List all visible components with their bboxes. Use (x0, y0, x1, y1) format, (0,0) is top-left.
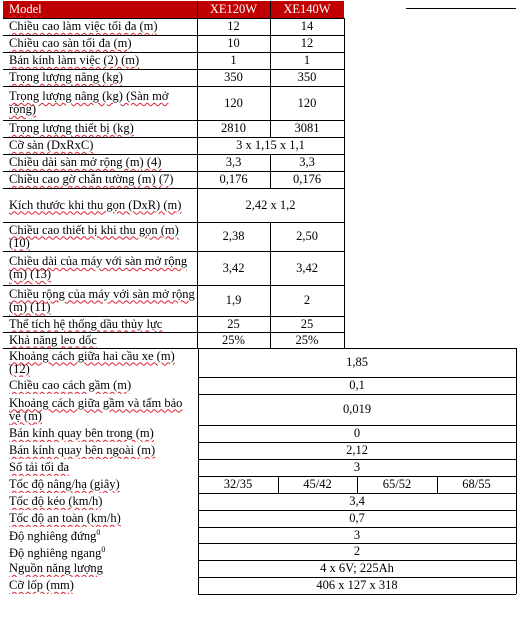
table-rule (198, 510, 199, 527)
table-rule (197, 188, 198, 222)
table-rule (344, 222, 345, 251)
spec-value-xe140w: 25% (295, 332, 319, 347)
table-rule (197, 332, 198, 348)
table-rule (270, 285, 271, 316)
spec-label: Thể tích hệ thống dầu thủy lực (9, 316, 163, 331)
table-rule (344, 332, 345, 348)
table-rule (516, 577, 517, 594)
spec-label: Độ nghiêng ngang$^0$ (9, 544, 106, 560)
table-rule (198, 560, 199, 577)
spec-value: 3 (353, 527, 361, 542)
spec-label: Trọng lượng nâng (kg) (Sàn mở rộng) (9, 89, 169, 116)
table-rule (516, 543, 517, 560)
spec-label: Chiều cao thiết bị khi thu gọn (m) (10) (9, 222, 179, 250)
table-rule (270, 69, 271, 86)
table-rule (516, 442, 517, 459)
table-rule (198, 377, 199, 394)
spec-value-xe120w: 10 (227, 36, 240, 50)
table-rule (198, 493, 199, 510)
table-rule (516, 348, 517, 377)
spec-value: 2,42 x 1,2 (245, 197, 296, 212)
spec-value: 2,12 (346, 443, 368, 457)
table-rule (270, 332, 271, 348)
header-xe120w: XE120W (197, 1, 270, 18)
spec-label: Chiều cao sàn tối đa (m) (9, 36, 132, 50)
table-rule (270, 222, 271, 251)
table-rule (344, 35, 345, 52)
spec-value-xe120w: 2810 (221, 121, 246, 135)
table-rule (197, 285, 198, 316)
table-rule (516, 425, 517, 442)
spec-label: Bán kính quay bên ngoài (m) (9, 443, 156, 457)
spec-value: 3 x 1,15 x 1,1 (236, 138, 305, 152)
table-rule (197, 222, 198, 251)
spec-label: Trọng lượng thiết bị (kg) (9, 121, 134, 135)
table-rule (198, 476, 199, 493)
spec-value-xe140w: 2 (303, 293, 311, 307)
table-rule (198, 394, 199, 425)
table-rule (270, 154, 271, 171)
spec-label: Cỡ sàn (DxRxC) (9, 138, 94, 152)
spec-value-xe120w: 350 (224, 70, 243, 84)
table-rule (197, 120, 198, 137)
table-rule (198, 543, 199, 560)
spec-value-xe140w: 12 (300, 36, 314, 50)
spec-value: 3 (353, 460, 361, 474)
speed-value: 68/55 (462, 477, 491, 491)
table-rule (270, 35, 271, 52)
spec-value-xe120w: 12 (227, 19, 240, 33)
spec-value-xe140w: 3,3 (299, 155, 315, 169)
spec-value: 4 x 6V; 225Ah (320, 561, 394, 575)
spec-label: Chiều cao cách gầm (m) (9, 378, 132, 392)
table-rule (198, 425, 199, 442)
table-rule (344, 171, 345, 188)
spec-value: 2 (353, 544, 361, 558)
spec-value: 0,1 (349, 378, 365, 392)
table-rule (270, 316, 271, 332)
table-rule (516, 459, 517, 476)
spec-value-xe140w: 120 (297, 95, 317, 110)
table-rule (198, 442, 199, 459)
spec-value-xe120w: 2,38 (222, 229, 245, 243)
spec-label: Cỡ lốp (mm) (9, 578, 74, 592)
table-rule (198, 527, 199, 543)
table-rule (198, 348, 199, 377)
spec-value: 3,4 (349, 494, 365, 508)
table-rule (270, 1, 271, 18)
top-rule (406, 8, 516, 9)
spec-value-xe140w: 3081 (294, 121, 320, 135)
table-rule (197, 1, 198, 18)
spec-label: Chiều cao gờ chắn tường (m) (7) (9, 172, 174, 186)
table-rule (437, 476, 438, 493)
spec-label: Tốc độ an toàn (km/h) (9, 511, 121, 525)
spec-label: Khoảng cách giữa gầm và tấm bảo vệ (m) (9, 395, 183, 423)
spec-value-xe120w: 1 (230, 53, 237, 67)
table-rule (197, 154, 198, 171)
table-rule (344, 316, 345, 332)
spec-label: Bán kính quay bên trong (m) (9, 426, 154, 440)
header-xe140w: XE140W (270, 1, 344, 18)
header-model: Model (3, 1, 197, 18)
spec-value-xe120w: 25% (222, 332, 245, 347)
table-rule (344, 188, 345, 222)
table-rule (344, 285, 345, 316)
table-rule (516, 527, 517, 543)
table-rule (516, 476, 517, 493)
spec-value-xe120w: 3,42 (222, 260, 245, 275)
table-rule (344, 52, 345, 69)
table-rule (270, 171, 271, 188)
table-rule (197, 18, 198, 35)
spec-value-xe140w: 1 (303, 53, 311, 67)
table-rule (516, 493, 517, 510)
spec-value-xe120w: 1,9 (225, 293, 242, 307)
spec-label: Độ nghiêng đứng$^0$ (9, 528, 101, 543)
spec-label: Khoảng cách giữa hai cầu xe (m) (12) (9, 348, 175, 376)
table-rule (344, 137, 345, 154)
table-rule (197, 52, 198, 69)
table-rule (270, 18, 271, 35)
speed-value: 65/52 (382, 477, 412, 491)
spec-value-xe120w: 120 (224, 95, 243, 110)
table-rule (197, 35, 198, 52)
table-rule (344, 120, 345, 137)
table-rule (344, 18, 345, 35)
spec-value-xe120w: 0,176 (219, 172, 248, 186)
spec-label: Tốc độ nâng/hạ (giây) (9, 477, 120, 491)
spec-label: Nguồn năng lượng (9, 561, 103, 575)
spec-value: 406 x 127 x 318 (316, 578, 398, 592)
spec-label: Chiều cao làm việc tối đa (m) (9, 19, 158, 33)
table-rule (197, 86, 198, 120)
table-rule (198, 459, 199, 476)
table-rule (516, 510, 517, 527)
spec-label: Chiều dài sàn mở rộng (m) (4) (9, 155, 162, 169)
spec-value-xe140w: 0,176 (292, 172, 322, 186)
table-rule (270, 86, 271, 120)
speed-value: 32/35 (223, 477, 253, 491)
spec-label: Chiều dài của máy với sàn mở rộng (m) (13) (9, 254, 188, 281)
spec-value: 0 (353, 426, 361, 440)
spec-label: Chiều rộng của máy với sàn mở rộng (m) (11) (9, 286, 195, 314)
spec-label: Trọng lượng nâng (kg) (9, 70, 123, 84)
table-rule (197, 316, 198, 332)
table-rule (278, 476, 279, 493)
table-rule (516, 377, 517, 394)
table-rule (197, 171, 198, 188)
table-rule (198, 577, 199, 594)
table-rule (344, 251, 345, 285)
spec-label: Tốc độ kéo (km/h) (9, 494, 103, 508)
spec-label: Khả năng leo dốc (9, 332, 97, 347)
table-rule (516, 394, 517, 425)
table-rule (344, 154, 345, 171)
spec-value-xe140w: 3,42 (296, 260, 318, 275)
spec-value-xe120w: 25 (227, 316, 240, 331)
spec-label: Số tải tối đa (9, 460, 70, 474)
table-rule (197, 251, 198, 285)
table-rule (270, 120, 271, 137)
spec-value-xe120w: 3,3 (225, 155, 242, 169)
spec-value-xe140w: 14 (300, 19, 314, 33)
table-rule (344, 86, 345, 120)
spec-value-xe140w: 25 (300, 316, 314, 331)
table-rule (197, 69, 198, 86)
table-rule (197, 137, 198, 154)
spec-value: 0,7 (349, 511, 365, 525)
spec-label: Kích thước khi thu gọn (DxR) (m) (9, 197, 182, 212)
table-rule (198, 594, 516, 595)
spec-label: Bán kính làm việc (2) (m) (9, 53, 140, 67)
table-rule (270, 52, 271, 69)
spec-value: 0,019 (342, 402, 372, 416)
table-rule (516, 560, 517, 577)
table-rule (357, 476, 358, 493)
speed-value: 45/42 (303, 477, 332, 491)
spec-value: 1,85 (346, 355, 368, 369)
table-rule (344, 69, 345, 86)
spec-value-xe140w: 350 (297, 70, 317, 84)
spec-value-xe140w: 2,50 (296, 229, 318, 243)
table-rule (270, 251, 271, 285)
